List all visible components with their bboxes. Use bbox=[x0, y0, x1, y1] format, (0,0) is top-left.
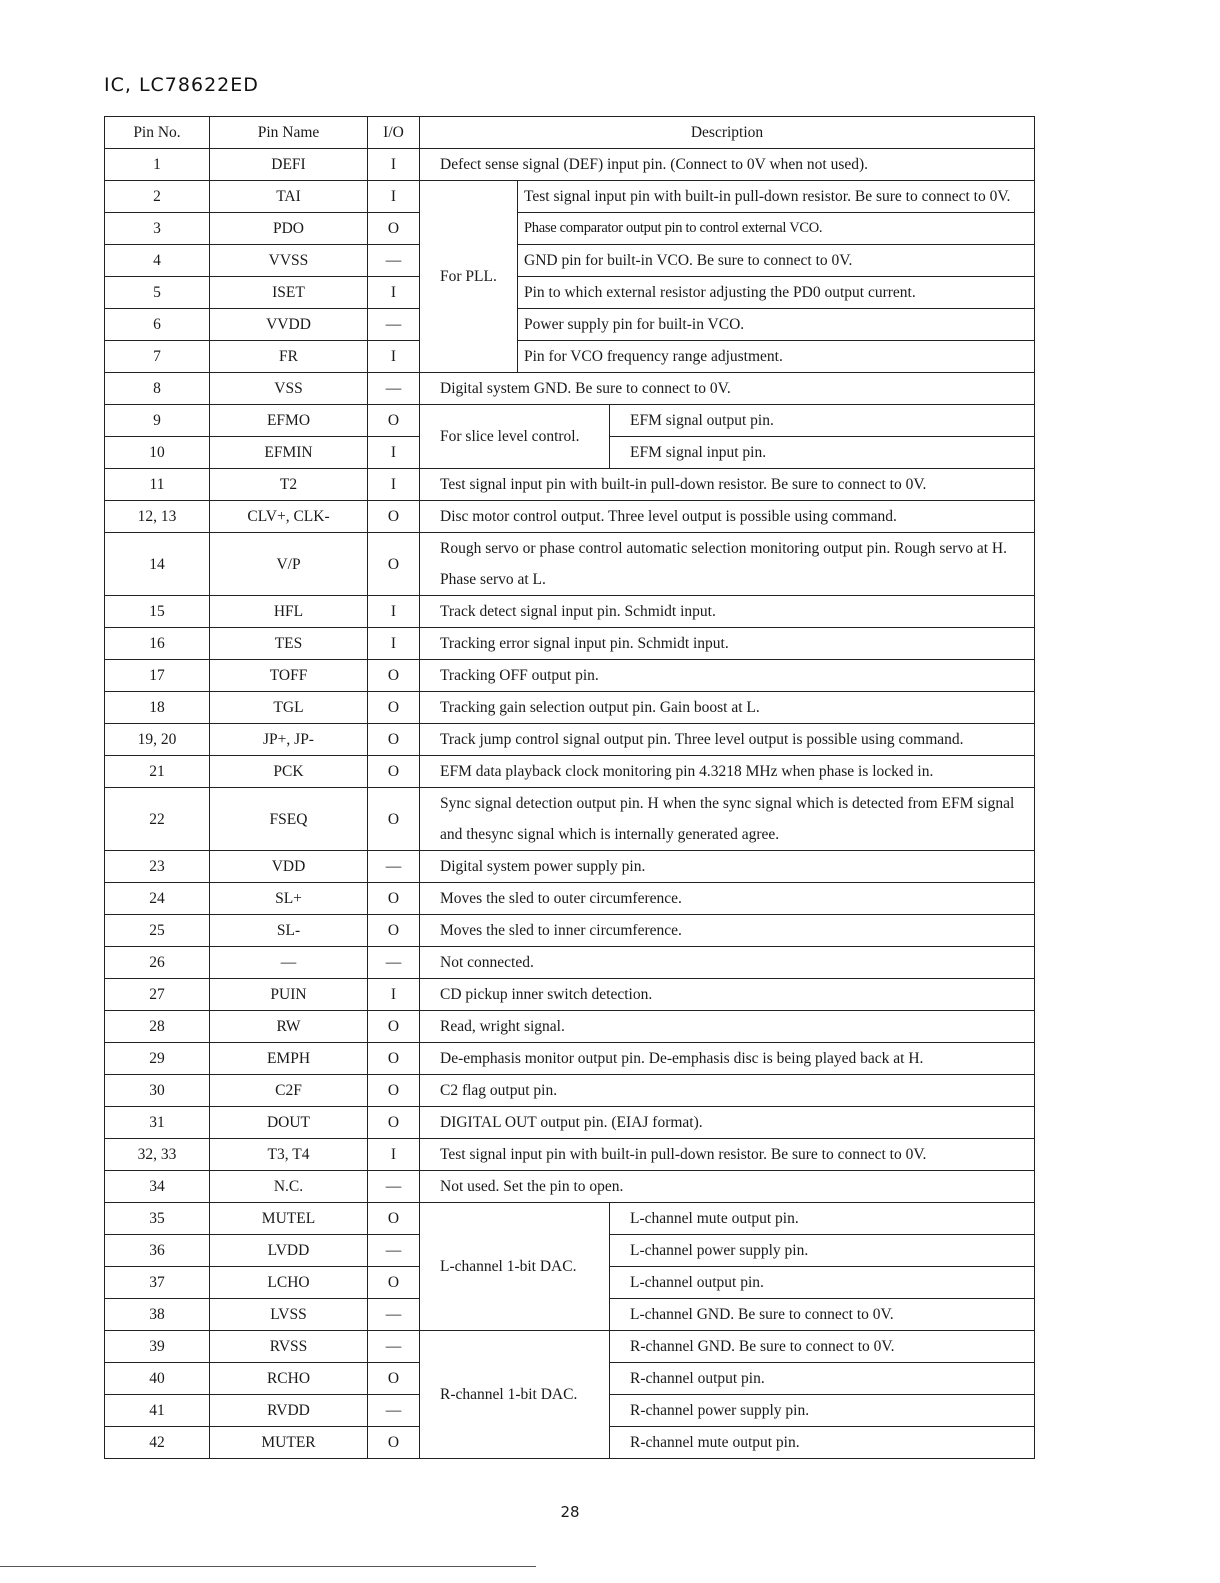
pin-description: Pin for VCO frequency range adjustment. bbox=[518, 341, 1035, 373]
table-row bbox=[105, 1075, 1035, 1107]
pin-number: 31 bbox=[105, 1107, 210, 1139]
pin-number: 11 bbox=[105, 469, 210, 501]
pin-name: MUTEL bbox=[210, 1203, 368, 1235]
pin-description: EFM signal input pin. bbox=[610, 437, 1035, 469]
pin-description: Pin to which external resistor adjusting the PD0 output current. bbox=[518, 277, 1035, 309]
pin-name: FR bbox=[210, 341, 368, 373]
table-row bbox=[105, 1011, 1035, 1043]
table-row bbox=[105, 469, 1035, 501]
pin-io: I bbox=[368, 596, 420, 628]
pin-description: Test signal input pin with built-in pull-down resistor. Be sure to connect to 0V. bbox=[420, 1139, 1035, 1171]
pin-number: 41 bbox=[105, 1395, 210, 1427]
table-row bbox=[105, 915, 1035, 947]
pin-name: EFMIN bbox=[210, 437, 368, 469]
pin-number: 12, 13 bbox=[105, 501, 210, 533]
pin-io: — bbox=[368, 245, 420, 277]
pin-name: ISET bbox=[210, 277, 368, 309]
pin-io: — bbox=[368, 1395, 420, 1427]
group-label: For slice level control. bbox=[420, 405, 610, 469]
group-label: L-channel 1-bit DAC. bbox=[420, 1203, 610, 1331]
pin-description: R-channel power supply pin. bbox=[610, 1395, 1035, 1427]
pin-io: O bbox=[368, 692, 420, 724]
table-row bbox=[105, 851, 1035, 883]
table-row bbox=[105, 979, 1035, 1011]
pin-description: Digital system power supply pin. bbox=[420, 851, 1035, 883]
pin-number: 2 bbox=[105, 181, 210, 213]
pin-description: Tracking error signal input pin. Schmidt input. bbox=[420, 628, 1035, 660]
pin-io: — bbox=[368, 1171, 420, 1203]
pin-io: O bbox=[368, 1075, 420, 1107]
pin-number: 30 bbox=[105, 1075, 210, 1107]
pin-io: O bbox=[368, 1011, 420, 1043]
table-row bbox=[105, 628, 1035, 660]
pin-io: O bbox=[368, 1203, 420, 1235]
pin-io: I bbox=[368, 437, 420, 469]
pin-name: VSS bbox=[210, 373, 368, 405]
pin-description: Digital system GND. Be sure to connect to 0V. bbox=[420, 373, 1035, 405]
pin-io: — bbox=[368, 309, 420, 341]
table-row bbox=[105, 373, 1035, 405]
pin-io: O bbox=[368, 1043, 420, 1075]
group-label: R-channel 1-bit DAC. bbox=[420, 1331, 610, 1459]
pin-io: I bbox=[368, 341, 420, 373]
pin-description: L-channel power supply pin. bbox=[610, 1235, 1035, 1267]
pin-io: I bbox=[368, 1139, 420, 1171]
pin-number: 42 bbox=[105, 1427, 210, 1459]
pin-name: DOUT bbox=[210, 1107, 368, 1139]
pin-name: LCHO bbox=[210, 1267, 368, 1299]
pin-name: LVSS bbox=[210, 1299, 368, 1331]
pin-io: O bbox=[368, 1107, 420, 1139]
pin-number: 8 bbox=[105, 373, 210, 405]
pin-io: I bbox=[368, 181, 420, 213]
pin-number: 15 bbox=[105, 596, 210, 628]
pin-description: L-channel output pin. bbox=[610, 1267, 1035, 1299]
pin-number: 39 bbox=[105, 1331, 210, 1363]
pin-io: O bbox=[368, 405, 420, 437]
pin-number: 1 bbox=[105, 149, 210, 181]
pin-io: O bbox=[368, 533, 420, 596]
pin-name: PCK bbox=[210, 756, 368, 788]
table-row bbox=[105, 1107, 1035, 1139]
pin-description: Moves the sled to outer circumference. bbox=[420, 883, 1035, 915]
pin-description: Tracking OFF output pin. bbox=[420, 660, 1035, 692]
table-row bbox=[105, 660, 1035, 692]
pin-description: Read, wright signal. bbox=[420, 1011, 1035, 1043]
pin-io: — bbox=[368, 1331, 420, 1363]
header-description: Description bbox=[420, 117, 1035, 149]
table-row bbox=[105, 181, 1035, 213]
pin-name: TES bbox=[210, 628, 368, 660]
pin-number: 40 bbox=[105, 1363, 210, 1395]
pin-name: TGL bbox=[210, 692, 368, 724]
pin-description: Power supply pin for built-in VCO. bbox=[518, 309, 1035, 341]
pin-name: LVDD bbox=[210, 1235, 368, 1267]
pin-number: 35 bbox=[105, 1203, 210, 1235]
table-row bbox=[105, 1331, 1035, 1363]
pin-name: TOFF bbox=[210, 660, 368, 692]
pin-io: O bbox=[368, 213, 420, 245]
pin-name: T3, T4 bbox=[210, 1139, 368, 1171]
pin-name: N.C. bbox=[210, 1171, 368, 1203]
pin-io: I bbox=[368, 628, 420, 660]
pin-io: — bbox=[368, 947, 420, 979]
table-row bbox=[105, 501, 1035, 533]
pin-name: SL- bbox=[210, 915, 368, 947]
table-row bbox=[105, 883, 1035, 915]
pin-description: Tracking gain selection output pin. Gain boost at L. bbox=[420, 692, 1035, 724]
pin-description: L-channel GND. Be sure to connect to 0V. bbox=[610, 1299, 1035, 1331]
pin-io: — bbox=[368, 1235, 420, 1267]
pin-name: RCHO bbox=[210, 1363, 368, 1395]
pin-number: 23 bbox=[105, 851, 210, 883]
page-number: 28 bbox=[560, 1503, 580, 1521]
pin-io: — bbox=[368, 1299, 420, 1331]
pin-description: Test signal input pin with built-in pull-down resistor. Be sure to connect to 0V. bbox=[420, 469, 1035, 501]
table-row bbox=[105, 277, 1035, 309]
pin-io: O bbox=[368, 756, 420, 788]
pin-name: — bbox=[210, 947, 368, 979]
pin-io: I bbox=[368, 149, 420, 181]
pin-io: I bbox=[368, 277, 420, 309]
table-row bbox=[105, 788, 1035, 851]
pin-number: 10 bbox=[105, 437, 210, 469]
pin-description: Sync signal detection output pin. H when the sync signal which is detected from EFM signal and thesync signal which is internally generated agree. bbox=[420, 788, 1035, 851]
pin-description: GND pin for built-in VCO. Be sure to connect to 0V. bbox=[518, 245, 1035, 277]
pin-name: PUIN bbox=[210, 979, 368, 1011]
pin-name: VVDD bbox=[210, 309, 368, 341]
pin-io: O bbox=[368, 1363, 420, 1395]
pin-description: Not connected. bbox=[420, 947, 1035, 979]
pin-number: 4 bbox=[105, 245, 210, 277]
pin-number: 6 bbox=[105, 309, 210, 341]
table-row bbox=[105, 692, 1035, 724]
header-pin-no: Pin No. bbox=[105, 117, 210, 149]
pin-description: C2 flag output pin. bbox=[420, 1075, 1035, 1107]
header-pin-name: Pin Name bbox=[210, 117, 368, 149]
pin-number: 25 bbox=[105, 915, 210, 947]
pin-io: O bbox=[368, 1267, 420, 1299]
footer-divider bbox=[0, 1566, 536, 1567]
pin-name: TAI bbox=[210, 181, 368, 213]
pin-io: O bbox=[368, 724, 420, 756]
pin-name: JP+, JP- bbox=[210, 724, 368, 756]
pin-io: I bbox=[368, 979, 420, 1011]
table-row bbox=[105, 1139, 1035, 1171]
pin-name: CLV+, CLK- bbox=[210, 501, 368, 533]
pin-name: FSEQ bbox=[210, 788, 368, 851]
table-row bbox=[105, 405, 1035, 437]
pin-description: R-channel GND. Be sure to connect to 0V. bbox=[610, 1331, 1035, 1363]
pin-number: 32, 33 bbox=[105, 1139, 210, 1171]
pin-io: I bbox=[368, 469, 420, 501]
pin-name: RVSS bbox=[210, 1331, 368, 1363]
pin-description: Moves the sled to inner circumference. bbox=[420, 915, 1035, 947]
pin-name: RVDD bbox=[210, 1395, 368, 1427]
pin-number: 29 bbox=[105, 1043, 210, 1075]
pin-description: Track jump control signal output pin. Three level output is possible using command. bbox=[420, 724, 1035, 756]
pin-number: 5 bbox=[105, 277, 210, 309]
pin-description: EFM signal output pin. bbox=[610, 405, 1035, 437]
pin-table-body bbox=[105, 117, 1035, 1459]
pin-number: 7 bbox=[105, 341, 210, 373]
pin-number: 36 bbox=[105, 1235, 210, 1267]
pin-io: O bbox=[368, 660, 420, 692]
pin-description: R-channel mute output pin. bbox=[610, 1427, 1035, 1459]
pin-description: Rough servo or phase control automatic selection monitoring output pin. Rough servo at H. Phase servo at L. bbox=[420, 533, 1035, 596]
pin-number: 24 bbox=[105, 883, 210, 915]
pin-number: 3 bbox=[105, 213, 210, 245]
pin-name: DEFI bbox=[210, 149, 368, 181]
pin-io: O bbox=[368, 501, 420, 533]
table-row bbox=[105, 724, 1035, 756]
pin-name: PDO bbox=[210, 213, 368, 245]
pin-name: HFL bbox=[210, 596, 368, 628]
table-row bbox=[105, 341, 1035, 373]
pin-io: O bbox=[368, 883, 420, 915]
pin-number: 22 bbox=[105, 788, 210, 851]
pin-io: O bbox=[368, 1427, 420, 1459]
group-label: For PLL. bbox=[420, 181, 518, 373]
pin-io: O bbox=[368, 788, 420, 851]
pin-number: 9 bbox=[105, 405, 210, 437]
pin-io: O bbox=[368, 915, 420, 947]
pin-number: 16 bbox=[105, 628, 210, 660]
table-row bbox=[105, 596, 1035, 628]
header-io: I/O bbox=[368, 117, 420, 149]
pin-name: VDD bbox=[210, 851, 368, 883]
pin-number: 28 bbox=[105, 1011, 210, 1043]
table-row bbox=[105, 1171, 1035, 1203]
pin-number: 18 bbox=[105, 692, 210, 724]
document-title: IC, LC78622ED bbox=[104, 74, 259, 96]
pin-number: 19, 20 bbox=[105, 724, 210, 756]
pin-name: C2F bbox=[210, 1075, 368, 1107]
pin-name: VVSS bbox=[210, 245, 368, 277]
pin-description: DIGITAL OUT output pin. (EIAJ format). bbox=[420, 1107, 1035, 1139]
pin-description: Not used. Set the pin to open. bbox=[420, 1171, 1035, 1203]
pin-description: Disc motor control output. Three level output is possible using command. bbox=[420, 501, 1035, 533]
pin-description: L-channel mute output pin. bbox=[610, 1203, 1035, 1235]
pin-io: — bbox=[368, 851, 420, 883]
table-row bbox=[105, 947, 1035, 979]
table-row bbox=[105, 1203, 1035, 1235]
pin-number: 34 bbox=[105, 1171, 210, 1203]
pin-description: EFM data playback clock monitoring pin 4.3218 MHz when phase is locked in. bbox=[420, 756, 1035, 788]
table-header-row bbox=[105, 117, 1035, 149]
pin-number: 21 bbox=[105, 756, 210, 788]
pin-description: Track detect signal input pin. Schmidt input. bbox=[420, 596, 1035, 628]
pin-number: 17 bbox=[105, 660, 210, 692]
pin-number: 37 bbox=[105, 1267, 210, 1299]
pin-description: Defect sense signal (DEF) input pin. (Connect to 0V when not used). bbox=[420, 149, 1035, 181]
pin-name: T2 bbox=[210, 469, 368, 501]
pin-number: 26 bbox=[105, 947, 210, 979]
pin-name: SL+ bbox=[210, 883, 368, 915]
table-row bbox=[105, 309, 1035, 341]
pin-io: — bbox=[368, 373, 420, 405]
pin-name: V/P bbox=[210, 533, 368, 596]
pin-number: 14 bbox=[105, 533, 210, 596]
table-row bbox=[105, 149, 1035, 181]
pin-name: EMPH bbox=[210, 1043, 368, 1075]
pin-number: 38 bbox=[105, 1299, 210, 1331]
pin-description: Test signal input pin with built-in pull-down resistor. Be sure to connect to 0V. bbox=[518, 181, 1035, 213]
table-row bbox=[105, 756, 1035, 788]
pin-table bbox=[104, 116, 1035, 1459]
pin-description: Phase comparator output pin to control external VCO. bbox=[518, 213, 1035, 245]
pin-name: MUTER bbox=[210, 1427, 368, 1459]
pin-name: RW bbox=[210, 1011, 368, 1043]
pin-description: De-emphasis monitor output pin. De-emphasis disc is being played back at H. bbox=[420, 1043, 1035, 1075]
table-row bbox=[105, 245, 1035, 277]
pin-description: CD pickup inner switch detection. bbox=[420, 979, 1035, 1011]
pin-name: EFMO bbox=[210, 405, 368, 437]
pin-description: R-channel output pin. bbox=[610, 1363, 1035, 1395]
table-row bbox=[105, 533, 1035, 596]
table-row bbox=[105, 213, 1035, 245]
table-row bbox=[105, 1043, 1035, 1075]
pin-number: 27 bbox=[105, 979, 210, 1011]
